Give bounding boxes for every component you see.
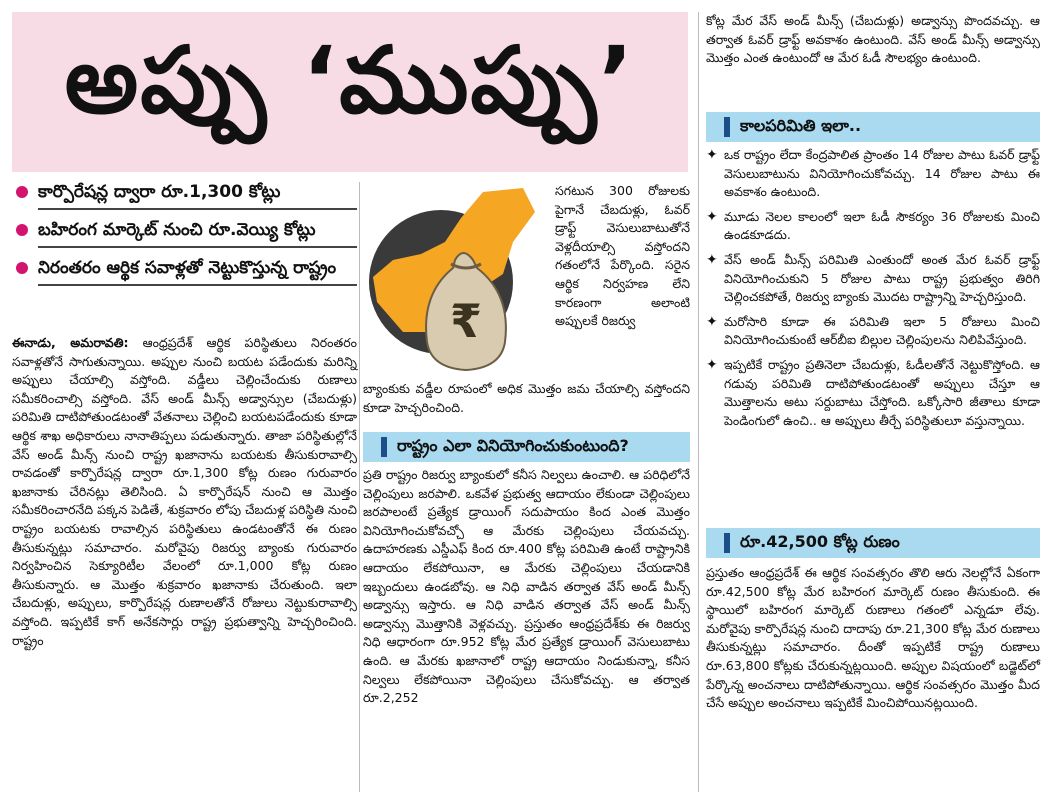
bullet-text: బహిరంగ మార్కెట్ నుంచి రూ.వెయ్యి కోట్లు (38, 216, 357, 248)
column-3-body: ప్రస్తుతం ఆంధ్రప్రదేశ్ ఈ ఆర్థిక సంవత్సరం తొలి ఆరు నెలల్లోనే ఏకంగా రూ.42,500 కోట్ల మేర బహిరంగ మార్కెట్ రుణం తీసుకుంది. ఈ స్థాయిలో బహిరంగ మార్కెట్ రుణాలు గతంలో ఎన్నడూ లేవు. మరోవైపు కార్పొరేషన్ల నుంచి దాదాపు రూ.21,300 కోట్ల మేర రుణాలు తీసుకున్నట్లు సమాచారం. దీంతో ఇప్పటికే రాష్ట్ర రుణాలు రూ.63,800 కోట్లకు చేరుకున్నట్లయింది. అప్పుల విషయంలో బడ్జెట్‌లో పేర్కొన్న అంచనాలు దాటిపోతున్నాయి. ఆర్థిక సంవత్సరం మొత్తం మీద చేసే అప్పుల అంచనాలు ఇప్పటికే మించిపోయినట్లయింది. (706, 565, 1040, 711)
summary-bullets (12, 178, 357, 292)
diamond-bullet-icon: ✦ (706, 251, 718, 268)
bullet-item (12, 254, 357, 286)
section-marker-icon (724, 117, 730, 137)
headline-banner (12, 12, 688, 172)
bullet-dot-icon (16, 224, 28, 236)
section-header-loan (706, 528, 1040, 558)
section-marker-icon (381, 437, 387, 457)
list-item-text: మరోసారి కూడా ఈ పరిమితి ఇలా 5 రోజులు మించి వినియోగించుకుంటే ఆర్‌బీఐ బిల్లుల చెల్లింపులను నిలిపివేస్తుంది. (724, 313, 1040, 348)
column-1-text: ఆంధ్రప్రదేశ్ ఆర్థిక పరిస్థితులు నిరంతరం సవాళ్లతోనే సాగుతున్నాయి. అప్పుల నుంచి బయట పడేందుకు మరిన్ని అప్పులు చేయాల్సి వస్తోంది. వడ్డీలు చెల్లించేందుకు రుణాలు సమీకరించాల్సి వస్తోంది. వేస్ అండ్ మీన్స్ అడ్వాన్సుల (చేబదుళ్లు) పరిమితి దాటిపోతుండటంతో వేతనాలు చెల్లించి బయటపడేందుకు కూడా ఆర్థిక శాఖ అధికారులు నానాతిప్పలు పడుతున్నారు. తాజా పరిస్థితుల్లోనే వేస్ అండ్ మీన్స్ నుంచి రాష్ట్ర ఖజానాను బయటకు తీసుకురావాల్సి రావడంతో కార్పొరేషన్ల ద్వారా రూ.1,300 కోట్ల రుణం గురువారం ఖజానాకు చేరినట్లు తెలిసింది. ఏ కార్పొరేషన్ నుంచి ఆ మొత్తం సమీకరించారనేది పక్కన పెడితే, శుక్రవారం లోపు చేబదుళ్ల పరిస్థితి నుంచి రాష్ట్రం బయటకు రావాల్సిన పరిస్థితులు ఉండటంతోనే ఈ రుణం తీసుకున్నట్లు సమాచారం. మరోవైపు రిజర్వు బ్యాంకు గురువారం నిర్వహించిన సెక్యూరిటీల వేలంలో రూ.1,000 కోట్ల రుణం తీసుకున్నారు. ఆ మొత్తం శుక్రవారం ఖజానాకు చేరుతుంది. ఇలా చేబదుళ్లు, అప్పులు, కార్పొరేషన్ల రుణాలతోనే రోజులు నెట్టుకురావాల్సి వస్తోంది. ఇప్పటికే కాగ్ అనేకసార్లు రాష్ట్ర ప్రభుత్వాన్ని హెచ్చరించింది. రాష్ట్రం (12, 335, 357, 648)
time-limit-list (706, 146, 1040, 436)
dateline: ఈనాడు, అమరావతి: (12, 335, 129, 350)
section-title-box (706, 112, 1040, 142)
map-money-bag-icon (363, 182, 553, 378)
section-title-box (706, 528, 1040, 558)
column-2-body: ప్రతి రాష్ట్రం రిజర్వు బ్యాంకులో కనీస నిల్వలు ఉంచాలి. ఆ పరిధిలోనే చెల్లింపులు జరపాలి. ఒకవేళ ప్రభుత్వ ఆదాయం లేకుండా చెల్లింపులు జరపాలంటే ప్రత్యేక డ్రాయింగ్ సదుపాయం కింద ఎంత మొత్తం వినియోగించుకోవచ్చో ఆ మేరకు చెల్లింపులు చేయవచ్చు. ఉదాహరణకు ఎస్డీఎఫ్ కింద రూ.400 కోట్ల పరిమితి ఉంటే రాష్ట్రానికి ఆదాయం లేకపోయినా, ఆ మేరకు చెల్లింపులు చేయడానికి ఇబ్బందులు ఉండబోవు. ఆ నిధి వాడిన తర్వాత వేస్ అండ్ మీన్స్ అడ్వాన్సు ఇస్తారు. ఆ నిధి వాడిన తర్వాత వేస్ అండ్ మీన్స్ అడ్వాన్సు మొత్తానికి వెళ్లవచ్చు. ప్రస్తుతం ఆంధ్రప్రదేశ్‌కు ఈ రిజర్వు నిధి ఆధారంగా రూ.952 కోట్ల మేర ప్రత్యేక డ్రాయింగ్ వెసులుబాటు ఉంది. ఆ మేరకు ఖజానాలో రాష్ట్ర ఆదాయం నిండుకున్నా, కనీస నిల్వలు లేకపోయినా చెల్లింపులు చేసుకోవచ్చు. ఆ తర్వాత రూ.2,252 (363, 467, 690, 706)
diamond-bullet-icon: ✦ (706, 356, 718, 373)
article-column-1 (12, 334, 357, 650)
illustration (363, 182, 553, 378)
bullet-item (12, 178, 357, 210)
diamond-bullet-icon: ✦ (706, 147, 718, 163)
section-header-time-limit (706, 112, 1040, 142)
section-title-box (363, 432, 690, 462)
list-item (706, 313, 1040, 350)
column-divider (359, 182, 360, 792)
section-title: రూ.42,500 కోట్ల రుణం (740, 531, 900, 551)
list-item-text: మూడు నెలల కాలంలో ఇలా ఓడీ సౌకర్యం 36 రోజులకు మించి ఉండకూడదు. (724, 208, 1040, 243)
section-header-usage (363, 432, 690, 462)
bullet-dot-icon (16, 186, 28, 198)
list-item (706, 146, 1040, 202)
section-title: కాలపరిమితి ఇలా.. (740, 115, 862, 135)
svg-text:₹: ₹ (449, 294, 483, 348)
column-2-continued-text: బ్యాంకుకు వడ్డీల రూపంలో అధిక మొత్తం జమ చేయాల్సి వస్తోందని కూడా హెచ్చరించింది. (363, 381, 690, 415)
column-divider (698, 12, 699, 792)
diamond-bullet-icon: ✦ (706, 208, 718, 225)
headline: అప్పు ‘ముప్పు’ (64, 27, 636, 134)
list-item (706, 356, 1040, 430)
list-item-text: ఒక రాష్ట్రం లేదా కేంద్రపాలిత ప్రాంతం 14 రోజుల పాటు ఓవర్ డ్రాఫ్ట్ వెసులుబాటును వినియోగించుకోవచ్చు. 14 రోజుల పాటు ఈ అవకాశం ఉంటుంది. (724, 147, 1040, 200)
diamond-bullet-icon: ✦ (706, 313, 718, 330)
list-item (706, 208, 1040, 245)
bullet-item (12, 216, 357, 248)
column-2-top-text: సగటున 300 రోజులకు పైగానే చేబదుళ్లు, ఓవర్ డ్రాఫ్ట్ వెసులుబాటుతోనే వెళ్లదీయాల్సి వస్తోందని గతంలోనే పేర్కొంది. సరైన ఆర్థిక నిర్వహణ లేని కారణంగా అలాంటి అప్పులకే రిజర్వు (555, 183, 690, 329)
bullet-text: నిరంతరం ఆర్థిక సవాళ్లతో నెట్టుకొస్తున్న రాష్ట్రం (38, 254, 357, 286)
section-marker-icon (724, 533, 730, 553)
section-title: రాష్ట్రం ఎలా వినియోగించుకుంటుంది? (397, 435, 629, 455)
list-item-text: ఇప్పటికే రాష్ట్రం ప్రతినెలా చేబదుళ్లు, ఓడీలతోనే నెట్టుకొస్తోంది. ఆ గడువు పరిమితి దాటిపోతుండటంతో అప్పులు చేస్తూ ఆ మొత్తాలను అటు సర్దుబాటు చేస్తోంది. ఒక్కోసారి జీతాలు కూడా పెండింగులో ఉంచి.. ఆ అప్పులు తీర్చే పరిస్థితులూ వస్తున్నాయి. (724, 356, 1040, 428)
bullet-dot-icon (16, 262, 28, 274)
list-item (706, 251, 1040, 307)
bullet-text: కార్పొరేషన్ల ద్వారా రూ.1,300 కోట్లు (38, 178, 357, 210)
list-item-text: వేస్ అండ్ మీన్స్ పరిమితి ఎంతుందో అంత మేర ఓవర్ డ్రాఫ్ట్ వినియోగించుకుని 5 రోజుల పాటు రాష్ట్ర ప్రభుత్వం తిరిగి చెల్లించకపోతే, రిజర్వు బ్యాంకు మొదట రాష్ట్రాన్ని హెచ్చరిస్తుంది. (724, 251, 1040, 305)
column-3-top-text: కోట్ల మేర వేస్ అండ్ మీన్స్ (చేబదుళ్లు) అడ్వాన్సు పొందవచ్చు. ఆ తర్వాత ఓవర్ డ్రాఫ్ట్ అవకాశం ఉంటుంది. వేస్ అండ్ మీన్స్ అడ్వాన్సు మొత్తం ఎంత ఉంటుందో ఆ మేర ఓడీ సౌలభ్యం ఉంటుంది. (706, 13, 1040, 66)
